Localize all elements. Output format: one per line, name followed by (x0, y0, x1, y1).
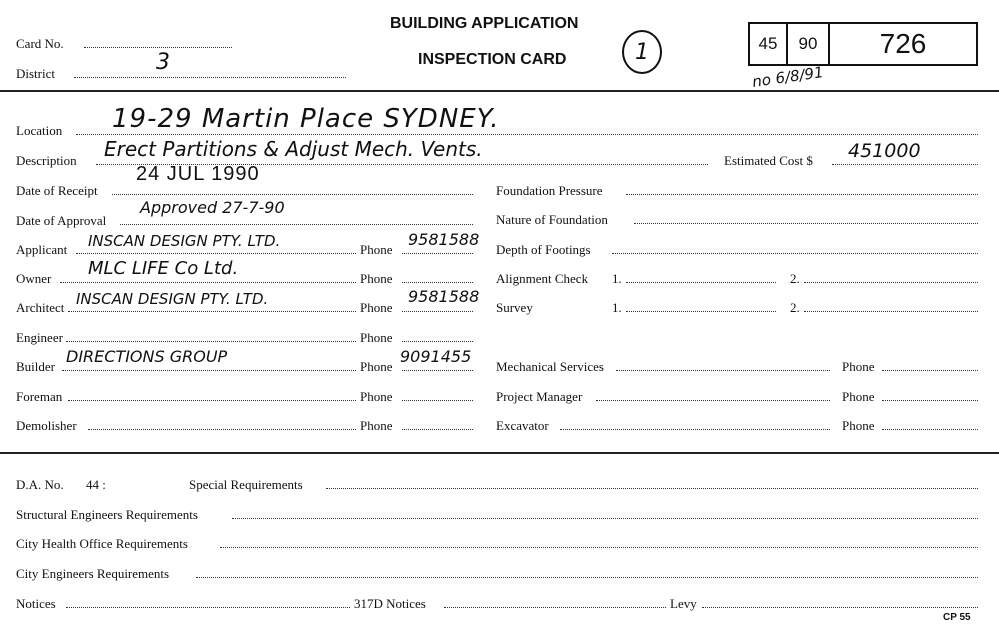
card-number-value: 726 (879, 28, 927, 59)
mechanical-services-field[interactable] (616, 370, 830, 371)
notices-317d-label: 317D Notices (354, 596, 426, 611)
depth-footings-field[interactable] (612, 253, 978, 254)
survey-field-1[interactable] (626, 311, 776, 312)
health-label: City Health Office Requirements (16, 536, 188, 551)
demolisher-phone-label: Phone (360, 418, 393, 433)
survey-num1: 1. (612, 300, 622, 315)
nature-foundation-label: Nature of Foundation (496, 212, 608, 227)
levy-field[interactable] (702, 607, 978, 608)
foreman-phone-label: Phone (360, 389, 393, 404)
excavator-field[interactable] (560, 429, 830, 430)
foundation-pressure-field[interactable] (626, 194, 978, 195)
architect-phone-label: Phone (360, 300, 393, 315)
builder-field[interactable] (62, 370, 356, 371)
owner-phone-field[interactable] (402, 282, 473, 283)
alignment-check-field-1[interactable] (626, 282, 776, 283)
foreman-label: Foreman (16, 389, 63, 404)
health-field[interactable] (220, 547, 978, 548)
structural-field[interactable] (232, 518, 978, 519)
builder-phone-label: Phone (360, 359, 393, 374)
city-engineers-field[interactable] (196, 577, 978, 578)
owner-phone-label: Phone (360, 271, 393, 286)
city-engineers-label: City Engineers Requirements (16, 566, 170, 581)
depth-footings-label: Depth of Footings (496, 242, 591, 257)
builder-value: DIRECTIONS GROUP (66, 347, 228, 366)
demolisher-label: Demolisher (16, 418, 77, 433)
card-no-label: Card No. (16, 36, 64, 51)
owner-value: MLC LIFE Co Ltd. (88, 258, 239, 279)
applicant-phone-value: 9581588 (408, 230, 480, 249)
owner-label: Owner (16, 271, 52, 286)
owner-field[interactable] (60, 282, 356, 283)
applicant-label: Applicant (16, 242, 68, 257)
estimated-cost-field[interactable] (832, 164, 978, 165)
architect-phone-value: 9581588 (408, 287, 480, 306)
date-approval-label: Date of Approval (16, 213, 107, 228)
date-receipt-label: Date of Receipt (16, 183, 98, 198)
engineer-phone-label: Phone (360, 330, 393, 345)
title-line1: BUILDING APPLICATION (390, 15, 579, 32)
engineer-label: Engineer (16, 330, 63, 345)
notices-317d-field[interactable] (444, 607, 666, 608)
card-number-box (828, 22, 978, 66)
architect-value: INSCAN DESIGN PTY. LTD. (76, 290, 269, 308)
survey-label: Survey (496, 300, 533, 315)
project-manager-phone-label: Phone (842, 389, 875, 404)
date-receipt-field[interactable] (112, 194, 473, 195)
foundation-pressure-label: Foundation Pressure (496, 183, 603, 198)
card-no-field[interactable] (84, 47, 232, 48)
district-field[interactable] (74, 77, 346, 78)
mechanical-services-label: Mechanical Services (496, 359, 604, 374)
mechanical-phone-label: Phone (842, 359, 875, 374)
district-value: 3 (156, 50, 170, 75)
code2-value: 90 (798, 34, 818, 53)
survey-field-2[interactable] (804, 311, 978, 312)
title-line2: INSPECTION CARD (418, 51, 567, 68)
applicant-phone-label: Phone (360, 242, 393, 257)
code-box-2 (786, 22, 830, 66)
levy-label: Levy (670, 596, 697, 611)
code-box-1 (748, 22, 788, 66)
builder-phone-field[interactable] (402, 370, 473, 371)
architect-field[interactable] (68, 311, 356, 312)
code1-value: 45 (758, 34, 778, 53)
special-requirements-field[interactable] (326, 488, 978, 489)
circled-number (622, 30, 662, 74)
date-approval-value: Approved 27-7-90 (140, 198, 285, 217)
excavator-phone-field[interactable] (882, 429, 978, 430)
date-approval-field[interactable] (120, 224, 473, 225)
location-value: 19-29 Martin Place SYDNEY. (112, 104, 500, 134)
circled-number-value: 1 (635, 39, 649, 65)
da-no-value: 44 : (86, 477, 106, 492)
structural-label: Structural Engineers Requirements (16, 507, 198, 522)
architect-phone-field[interactable] (402, 311, 473, 312)
alignment-check-field-2[interactable] (804, 282, 978, 283)
alignment-check-label: Alignment Check (496, 271, 589, 286)
notices-field[interactable] (66, 607, 350, 608)
header-divider (0, 90, 999, 92)
foreman-phone-field[interactable] (402, 400, 473, 401)
project-manager-phone-field[interactable] (882, 400, 978, 401)
alignment-num2: 2. (790, 271, 800, 286)
demolisher-phone-field[interactable] (402, 429, 473, 430)
engineer-field[interactable] (66, 341, 356, 342)
date-receipt-stamp: 24 JUL 1990 (136, 163, 260, 185)
architect-label: Architect (16, 300, 65, 315)
excavator-phone-label: Phone (842, 418, 875, 433)
form-code: CP 55 (943, 612, 971, 623)
description-label: Description (16, 153, 77, 168)
estimated-cost-value: 451000 (848, 140, 921, 162)
location-label: Location (16, 123, 63, 138)
handwritten-ref: no 6/8/91 (751, 63, 825, 91)
special-requirements-label: Special Requirements (189, 477, 303, 492)
applicant-value: INSCAN DESIGN PTY. LTD. (88, 232, 281, 250)
da-no-label: D.A. No. (16, 477, 64, 492)
builder-label: Builder (16, 359, 55, 374)
project-manager-label: Project Manager (496, 389, 583, 404)
builder-phone-value: 9091455 (400, 347, 472, 366)
demolisher-field[interactable] (88, 429, 356, 430)
excavator-label: Excavator (496, 418, 549, 433)
mechanical-phone-field[interactable] (882, 370, 978, 371)
notices-label: Notices (16, 596, 56, 611)
alignment-num1: 1. (612, 271, 622, 286)
survey-num2: 2. (790, 300, 800, 315)
project-manager-field[interactable] (596, 400, 830, 401)
location-field[interactable] (76, 134, 978, 135)
district-label: District (16, 66, 55, 81)
description-value: Erect Partitions & Adjust Mech. Vents. (104, 137, 483, 161)
footer-divider (0, 452, 999, 454)
applicant-field[interactable] (76, 253, 356, 254)
applicant-phone-field[interactable] (402, 253, 473, 254)
nature-foundation-field[interactable] (634, 223, 978, 224)
estimated-cost-label: Estimated Cost $ (724, 153, 813, 168)
foreman-field[interactable] (68, 400, 356, 401)
engineer-phone-field[interactable] (402, 341, 473, 342)
